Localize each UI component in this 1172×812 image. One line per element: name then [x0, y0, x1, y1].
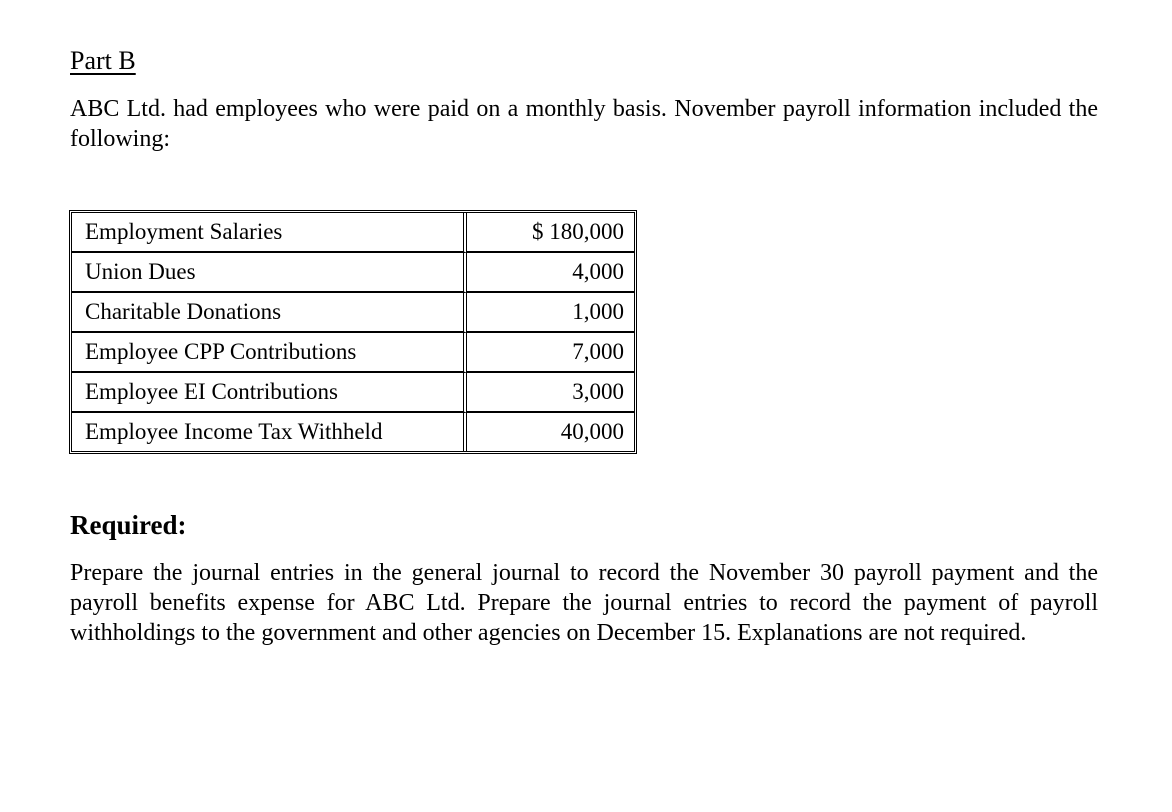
- row-label: Employee EI Contributions: [72, 373, 467, 413]
- table-row: [72, 293, 634, 333]
- row-amount: 3,000: [467, 373, 634, 413]
- part-title: Part B: [70, 46, 136, 75]
- row-amount: 7,000: [467, 333, 634, 373]
- required-heading: Required:: [70, 510, 187, 540]
- row-amount: 1,000: [467, 293, 634, 333]
- intro-paragraph: ABC Ltd. had employees who were paid on a monthly basis. November payroll information included the following:: [70, 96, 1098, 152]
- row-label: Employment Salaries: [72, 213, 467, 253]
- row-label: Employee CPP Contributions: [72, 333, 467, 373]
- table-row: [72, 373, 634, 413]
- table-row: [72, 333, 634, 373]
- row-amount: 40,000: [560, 419, 624, 444]
- row-label: Employee Income Tax Withheld: [72, 413, 467, 451]
- table-row: [72, 213, 634, 253]
- row-label: Charitable Donations: [72, 293, 467, 333]
- row-amount: 4,000: [467, 253, 634, 293]
- payroll-table: [69, 210, 637, 454]
- required-paragraph: Prepare the journal entries in the general journal to record the November 30 payroll payment and the payroll benefits expense for ABC Ltd. Prepare the journal entries to record the payment of payroll withholdings to the government and other agencies on December 15. Explanations are not required.: [70, 560, 1098, 646]
- table-row: [72, 253, 634, 293]
- row-amount: $ 180,000: [467, 213, 634, 253]
- table-row: [72, 413, 634, 451]
- row-label: Union Dues: [72, 253, 467, 293]
